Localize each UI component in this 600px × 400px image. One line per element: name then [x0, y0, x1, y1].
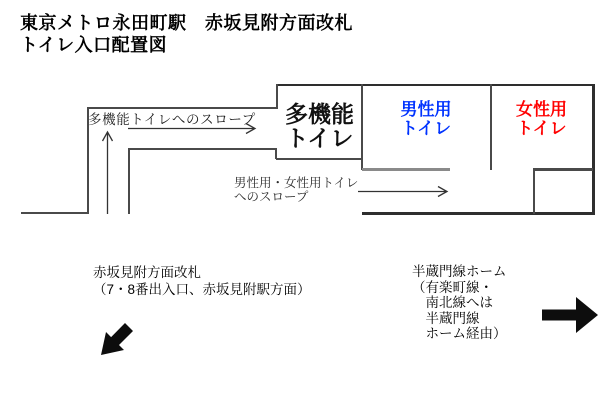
page-title — [20, 12, 353, 56]
gate-down-left-arrow-icon — [98, 312, 142, 358]
corridor-up-arrow-icon — [100, 130, 115, 215]
womens-toilet-line1: 女性用 — [516, 100, 567, 119]
wall-top — [277, 84, 595, 86]
page-title-line2: トイレ入口配置図 — [20, 35, 168, 55]
wall-corridor-right — [128, 148, 130, 214]
wall-corridor-lip — [21, 212, 88, 214]
ramp-right-arrow-icon — [126, 121, 262, 136]
mens-toilet-line2: トイレ — [400, 119, 452, 138]
wall-mens-bottom-ramp — [362, 168, 450, 171]
multifunction-toilet-line1: 多機能 — [285, 101, 354, 127]
wall-closet-top — [533, 168, 593, 171]
platform-destination-label — [412, 264, 507, 342]
platform-line5: ホーム経由） — [412, 326, 507, 341]
wall-right — [592, 84, 595, 215]
womens-toilet-label — [491, 100, 592, 138]
multifunction-toilet-label — [277, 102, 362, 150]
mens-womens-ramp-line1: 男性用・女性用トイレ — [234, 176, 359, 190]
multifunction-ramp-label: 多機能トイレへのスロープ — [88, 112, 256, 127]
page-title-line1: 東京メトロ永田町駅 赤坂見附方面改札 — [20, 13, 353, 33]
platform-line4: 半蔵門線 — [412, 310, 480, 326]
mens-womens-ramp-label — [234, 177, 358, 204]
platform-line1: 半蔵門線ホーム — [412, 264, 507, 279]
mens-womens-ramp-line2: へのスロープ — [234, 189, 309, 204]
womens-toilet-line2: トイレ — [516, 119, 567, 138]
gate-destination-label — [93, 264, 311, 298]
mens-toilet-line1: 男性用 — [400, 100, 452, 119]
gate-line1: 赤坂見附方面改札 — [93, 265, 201, 280]
mens-toilet-label — [362, 100, 490, 138]
gate-line2: （7・8番出入口、赤坂見附駅方面） — [93, 282, 311, 297]
platform-line2: （有楽町線・ — [412, 279, 493, 295]
mens-womens-ramp-right-arrow-icon — [356, 184, 454, 199]
wall-corridor-bottom — [128, 148, 277, 150]
wall-bottom — [362, 212, 595, 215]
wall-multifunction-bottom — [276, 158, 363, 160]
wall-closet-left — [533, 168, 535, 214]
platform-line3: 南北線へは — [412, 295, 493, 310]
platform-right-arrow-icon — [540, 295, 600, 335]
multifunction-toilet-line2: トイレ — [285, 125, 354, 151]
